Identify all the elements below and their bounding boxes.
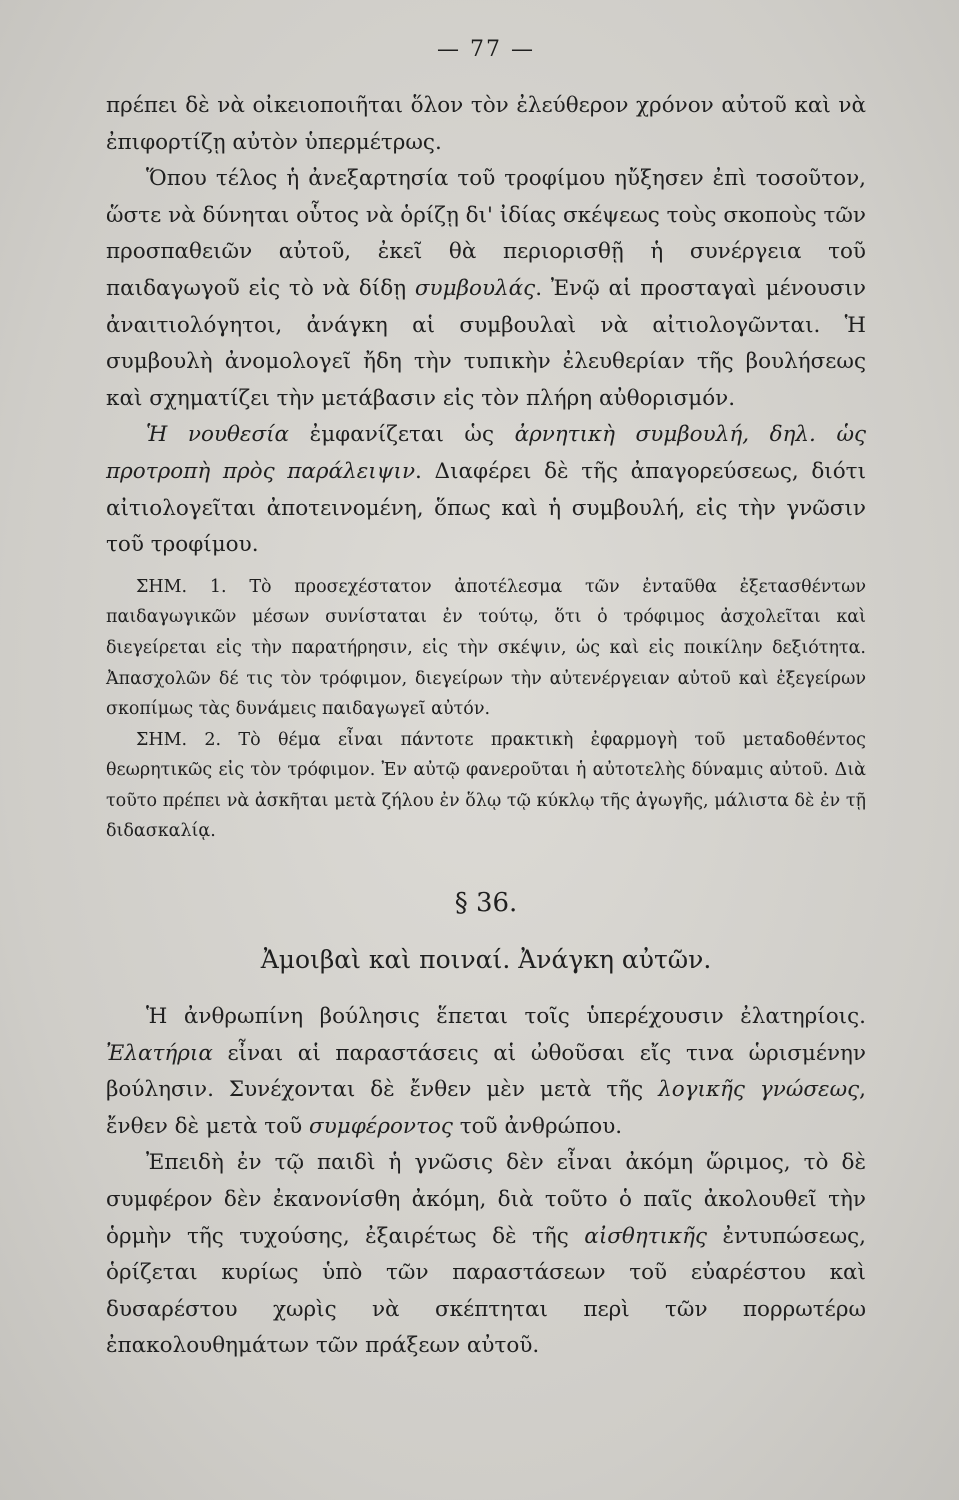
text-column <box>106 30 866 1365</box>
text-run: Ὅπου τέλος ἡ ἀνεξαρτησία τοῦ τροφίμου ηὔξησεν ἐπὶ τοσοῦτον, ὥστε νὰ δύνηται οὗτος νὰ ὁρίζῃ δι' ἰδίας σκέψεως τοὺς σκοποὺς τῶν προσπαθειῶν αὐτοῦ, ἐκεῖ θὰ περιορισθῇ ἡ συνέργεια τοῦ παιδαγωγοῦ εἰς τὸ νὰ δίδῃ <box>106 166 867 301</box>
text-run: , ἔνθεν δὲ μετὰ τοῦ <box>106 1077 866 1139</box>
emphasis-sensory: αἰσθητικῆς <box>584 1223 708 1249</box>
text-run: . Ἐνῷ αἱ προσταγαὶ μένουσιν ἀναιτιολόγητοι, ἀνάγκη αἱ συμβουλαὶ νὰ αἰτιολογῶνται. Ἡ συμβουλὴ ἀνομολογεῖ ἤδη τὴν τυπικὴν ἐλευθερίαν τῆς βουλήσεως καὶ σχηματίζει τὴν μετάβασιν εἰς τὸν πλήρη αὐθορισμόν. <box>106 275 866 411</box>
section-title: Ἀμοιβαὶ καὶ ποιναί. Ἀνάγκη αὐτῶν. <box>260 945 712 975</box>
emphasis-term: Ἡ νουθεσία <box>146 422 290 448</box>
text-run: εἶναι αἱ παραστάσεις αἱ ὠθοῦσαι εἴς τινα ὡρισμένην βούλησιν. Συνέχονται δὲ ἔνθεν μὲν μετὰ τῆς <box>106 1040 866 1103</box>
paragraph-independence <box>106 161 866 417</box>
emphasis-definition: ἀρνητικὴ συμβουλή, δηλ. ὡς προτροπὴ πρὸς παράλειψιν <box>106 422 867 484</box>
emphasis-incentives: Ἐλατήρια <box>106 1040 213 1066</box>
page-number: — 77 — <box>437 37 535 62</box>
text-run: ἐντυπώσεως, ὁρίζεται κυρίως ὑπὸ τῶν παραστάσεων τοῦ εὐαρέστου καὶ δυσαρέστου χωρὶς νὰ σκέπτηται περὶ τῶν πορρωτέρω ἐπακολουθημάτων τῶν πράξεων αὐτοῦ. <box>106 1223 866 1359</box>
section-number: § 36. <box>454 888 518 919</box>
paragraph-child <box>106 1145 866 1365</box>
text-run: Ἡ ἀνθρωπίνη βούλησις ἕπεται τοῖς ὑπερέχουσιν ἐλατηρίοις. <box>146 1004 866 1030</box>
emphasis-advice: συμβουλάς <box>414 275 536 301</box>
emphasis-logical-knowledge: λογικῆς γνώσεως <box>658 1077 860 1103</box>
paragraph-continuation: πρέπει δὲ νὰ οἰκειοποιῆται ὅλον τὸν ἐλεύθερον χρόνον αὐτοῦ καὶ νὰ ἐπιφορτίζῃ αὐτὸν ὑπερμέτρως. <box>106 93 866 155</box>
text-run: Ἐπειδὴ ἐν τῷ παιδὶ ἡ γνῶσις δὲν εἶναι ἀκόμη ὥριμος, τὸ δὲ συμφέρον δὲν ἐκανονίσθη ἀκόμη, διὰ τοῦτο ὁ παῖς ἀκολουθεῖ τὴν ὁρμὴν τῆς τυχούσης, ἐξαιρέτως δὲ τῆς <box>106 1150 866 1249</box>
text-run: . Διαφέρει δὲ τῆς ἀπαγορεύσεως, διότι αἰτιολογεῖται ἀποτεινομένη, ὅπως καὶ ἡ συμβουλή, εἰς τὴν γνῶσιν τοῦ τροφίμου. <box>106 458 867 558</box>
note-1: ΣΗΜ. 1. Τὸ προσεχέστατον ἀποτέλεσμα τῶν ἐνταῦθα ἐξετασθέντων παιδαγωγικῶν μέσων συνίσταται ἐν τούτῳ, ὅτι ὁ τρόφιμος ἀσχολεῖται καὶ διεγείρεται εἰς τὴν παρατήρησιν, εἰς τὴν σκέψιν, ὡς καὶ εἰς ποικίλην δεξιότητα. Ἀπασχολῶν δέ τις τὸν τρόφιμον, διεγείρων τὴν αὐτενέργειαν αὐτοῦ καὶ ἐξεγείρων σκοπίμως τὰς δυνάμεις παιδαγωγεῖ αὐτόν. <box>106 576 866 720</box>
text-run: τοῦ ἀνθρώπου. <box>452 1113 623 1139</box>
paragraph-admonition <box>106 417 866 563</box>
text-run: ἐμφανίζεται ὡς <box>289 422 515 448</box>
paragraph-will <box>106 999 866 1145</box>
emphasis-interest: συμφέροντος <box>309 1113 453 1139</box>
note-2: ΣΗΜ. 2. Τὸ θέμα εἶναι πάντοτε πρακτικὴ ἐφαρμογὴ τοῦ μεταδοθέντος θεωρητικῶς εἰς τὸν τρόφιμον. Ἐν αὐτῷ φανεροῦται ἡ αὐτοτελὴς δύναμις αὐτοῦ. Διὰ τοῦτο πρέπει νὰ ἀσκῆται μετὰ ζήλου ἐν ὅλῳ τῷ κύκλῳ τῆς ἀγωγῆς, μάλιστα δὲ ἐν τῇ διδασκαλίᾳ. <box>106 729 866 842</box>
